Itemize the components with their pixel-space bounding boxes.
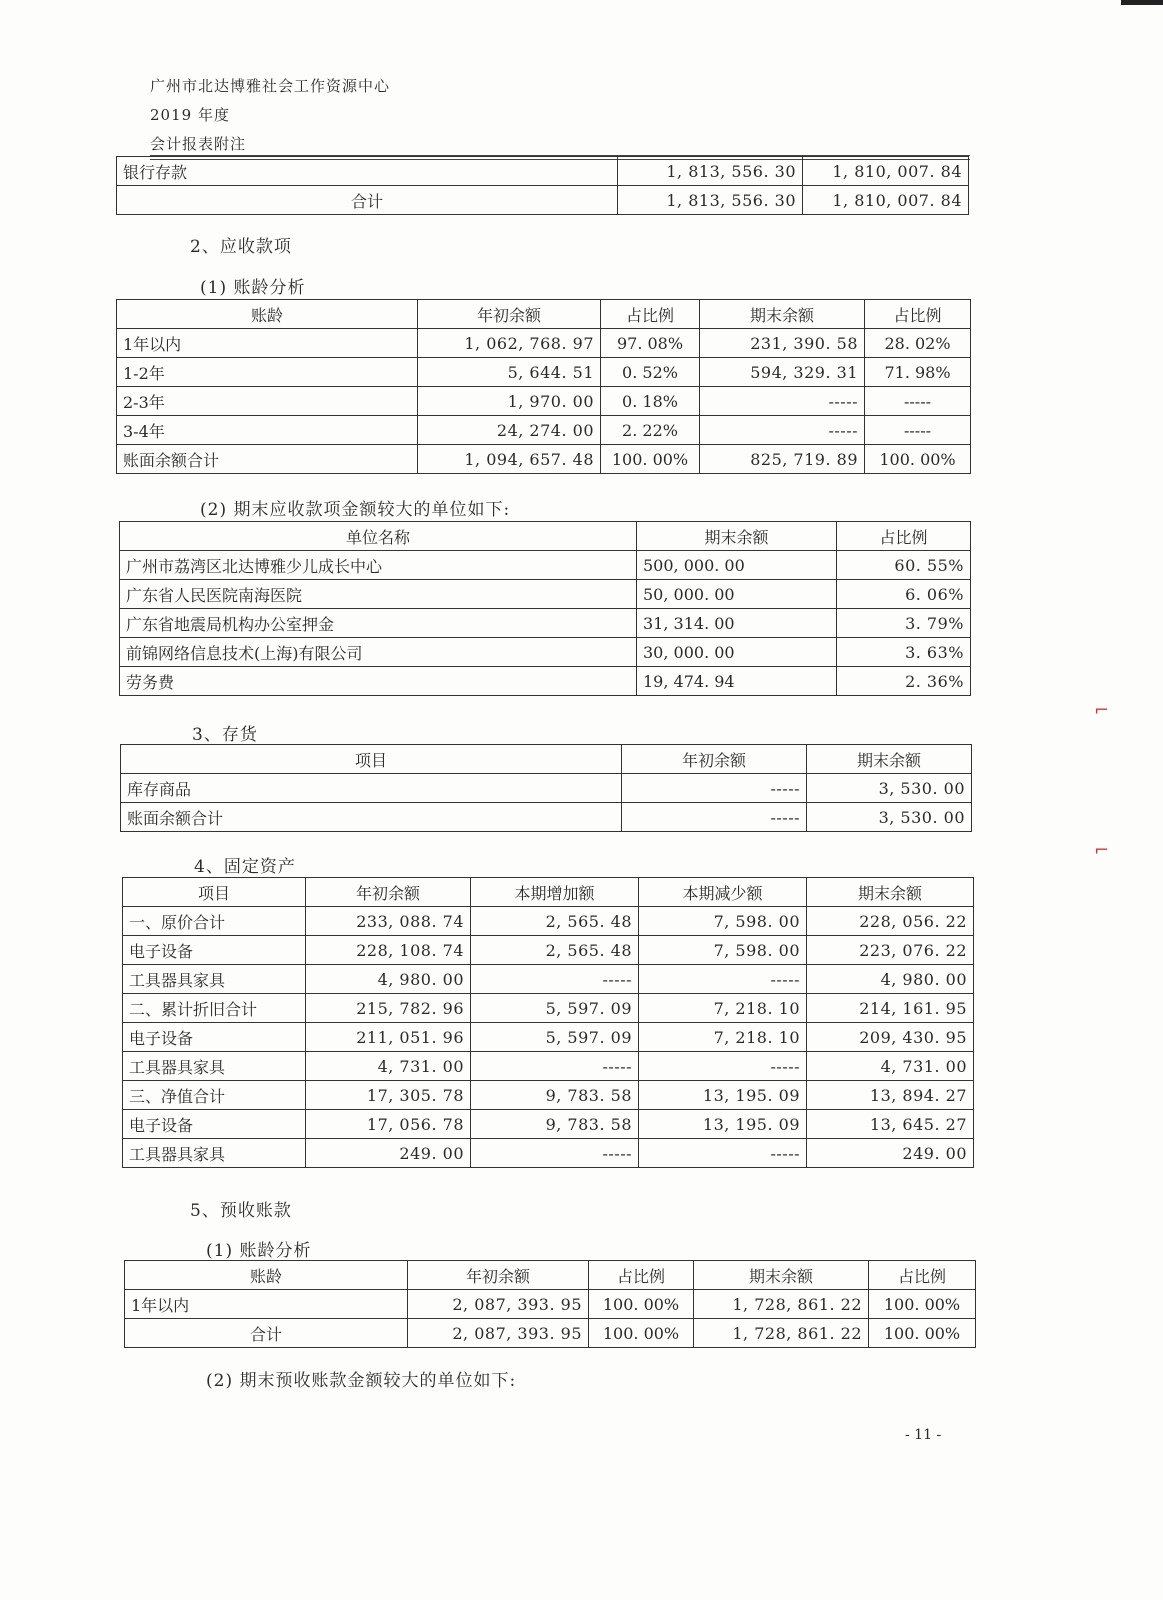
table-cell: 二、累计折旧合计 — [123, 994, 306, 1023]
table-cell: 500, 000. 00 — [637, 551, 837, 580]
table-cell: 7, 598. 00 — [639, 907, 807, 936]
column-header: 项目 — [121, 745, 622, 774]
column-header: 期末余额 — [700, 300, 865, 329]
table-cell: 3, 530. 00 — [807, 774, 972, 803]
column-header: 占比例 — [865, 300, 971, 329]
table-row — [123, 1139, 974, 1168]
table-cell: 211, 051. 96 — [306, 1023, 471, 1052]
table-cell: 13, 195. 09 — [639, 1081, 807, 1110]
table-cell: 2. 36% — [837, 667, 971, 696]
table-cell: 2, 565. 48 — [471, 907, 639, 936]
column-header: 单位名称 — [120, 522, 637, 551]
table-cell: 71. 98% — [865, 358, 971, 387]
red-stamp-fragment: ⌐ — [1094, 840, 1110, 861]
table-cell: 223, 076. 22 — [807, 936, 974, 965]
table-cell: 24, 274. 00 — [418, 416, 601, 445]
table-cell: 7, 218. 10 — [639, 994, 807, 1023]
column-header: 期末余额 — [694, 1261, 869, 1290]
table-cell: 5, 597. 09 — [471, 994, 639, 1023]
table-row — [120, 638, 971, 667]
table-cell: 231, 390. 58 — [700, 329, 865, 358]
table-cell: 13, 195. 09 — [639, 1110, 807, 1139]
table-row — [120, 667, 971, 696]
table-cell: 2, 087, 393. 95 — [408, 1290, 589, 1319]
table-cell: 17, 305. 78 — [306, 1081, 471, 1110]
table-cell: 电子设备 — [123, 1023, 306, 1052]
table-cell: 6. 06% — [837, 580, 971, 609]
table-row — [117, 416, 971, 445]
table-cell: 劳务费 — [120, 667, 637, 696]
table-cell: 1-2年 — [117, 358, 418, 387]
column-header: 占比例 — [837, 522, 971, 551]
table-cell: 0. 18% — [601, 387, 700, 416]
table-cell: 100. 00% — [869, 1290, 976, 1319]
document-header — [150, 72, 390, 159]
table-cell: ----- — [639, 1052, 807, 1081]
page-number: - 11 - — [905, 1427, 942, 1443]
table-cell: ----- — [471, 1052, 639, 1081]
subsection-title: (1) 账龄分析 — [206, 1241, 312, 1261]
table-row — [117, 445, 971, 474]
column-header: 账龄 — [117, 300, 418, 329]
table-cell: 209, 430. 95 — [807, 1023, 974, 1052]
inventory-table — [120, 744, 972, 832]
table-cell: 97. 08% — [601, 329, 700, 358]
section-title: 3、存货 — [192, 725, 258, 745]
table-cell: 4, 980. 00 — [306, 965, 471, 994]
table-row — [121, 803, 972, 832]
table-cell: 1, 062, 768. 97 — [418, 329, 601, 358]
table-cell: ----- — [622, 803, 807, 832]
header-org: 广州市北达博雅社会工作资源中心 — [150, 77, 391, 95]
table-cell: 228, 108. 74 — [306, 936, 471, 965]
table-row — [123, 1081, 974, 1110]
table-cell: 215, 782. 96 — [306, 994, 471, 1023]
table-cell: 3. 79% — [837, 609, 971, 638]
table-cell: 13, 894. 27 — [807, 1081, 974, 1110]
table-row — [123, 1052, 974, 1081]
table-cell: 249. 00 — [807, 1139, 974, 1168]
table-cell: 合计 — [117, 186, 618, 215]
table-row — [123, 1110, 974, 1139]
table-cell: 2. 22% — [601, 416, 700, 445]
table-cell: 一、原价合计 — [123, 907, 306, 936]
section-title: 2、应收款项 — [190, 237, 292, 257]
table-cell: 13, 645. 27 — [807, 1110, 974, 1139]
table-cell: 60. 55% — [837, 551, 971, 580]
table-cell: 249. 00 — [306, 1139, 471, 1168]
table-header-row — [117, 300, 971, 329]
table-row — [125, 1290, 976, 1319]
table-cell: 19, 474. 94 — [637, 667, 837, 696]
table-header-row — [125, 1261, 976, 1290]
column-header: 期末余额 — [807, 878, 974, 907]
table-header-row — [123, 878, 974, 907]
table-cell: ----- — [700, 416, 865, 445]
table-cell: 1, 810, 007. 84 — [803, 186, 969, 215]
table-cell: 三、净值合计 — [123, 1081, 306, 1110]
column-header: 年初余额 — [306, 878, 471, 907]
table-cell: 1, 810, 007. 84 — [803, 157, 969, 186]
subsection-title: (1) 账龄分析 — [200, 278, 306, 298]
table-cell: 17, 056. 78 — [306, 1110, 471, 1139]
table-cell: 0. 52% — [601, 358, 700, 387]
table-cell: 228, 056. 22 — [807, 907, 974, 936]
table-cell: ----- — [865, 416, 971, 445]
subsection-title: (2) 期末应收款项金额较大的单位如下: — [200, 500, 511, 520]
table-cell: 5, 644. 51 — [418, 358, 601, 387]
column-header: 占比例 — [601, 300, 700, 329]
table-row — [123, 994, 974, 1023]
table-cell: 工具器具家具 — [123, 1139, 306, 1168]
table-cell: ----- — [639, 965, 807, 994]
table-cell: ----- — [622, 774, 807, 803]
table-cell: 233, 088. 74 — [306, 907, 471, 936]
table-cell: 前锦网络信息技术(上海)有限公司 — [120, 638, 637, 667]
table-cell: 3-4年 — [117, 416, 418, 445]
table-cell: 广州市荔湾区北达博雅少儿成长中心 — [120, 551, 637, 580]
table-cell: 1年以内 — [117, 329, 418, 358]
column-header: 占比例 — [589, 1261, 694, 1290]
table-cell: 工具器具家具 — [123, 965, 306, 994]
subsection-title: (2) 期末预收账款金额较大的单位如下: — [206, 1371, 517, 1391]
table-cell: 2, 087, 393. 95 — [408, 1319, 589, 1348]
table-cell: 电子设备 — [123, 1110, 306, 1139]
column-header: 年初余额 — [418, 300, 601, 329]
table-cell: 4, 731. 00 — [306, 1052, 471, 1081]
table-row — [123, 936, 974, 965]
table-header-row — [121, 745, 972, 774]
table-row — [117, 329, 971, 358]
table-cell: 7, 218. 10 — [639, 1023, 807, 1052]
table-row — [123, 1023, 974, 1052]
table-cell: 30, 000. 00 — [637, 638, 837, 667]
table-row — [117, 186, 969, 215]
table-cell: 1, 728, 861. 22 — [694, 1290, 869, 1319]
column-header: 占比例 — [869, 1261, 976, 1290]
table-row — [117, 358, 971, 387]
column-header: 期末余额 — [807, 745, 972, 774]
column-header: 期末余额 — [637, 522, 837, 551]
table-cell: 3, 530. 00 — [807, 803, 972, 832]
table-cell: 31, 314. 00 — [637, 609, 837, 638]
table-cell: 广东省人民医院南海医院 — [120, 580, 637, 609]
table-cell: 100. 00% — [601, 445, 700, 474]
column-header: 本期增加额 — [471, 878, 639, 907]
table-cell: 工具器具家具 — [123, 1052, 306, 1081]
cash-table — [116, 156, 969, 215]
table-cell: 广东省地震局机构办公室押金 — [120, 609, 637, 638]
header-doc: 会计报表附注 — [150, 135, 247, 153]
table-row — [123, 907, 974, 936]
table-cell: 7, 598. 00 — [639, 936, 807, 965]
table-cell: 825, 719. 89 — [700, 445, 865, 474]
table-cell: 9, 783. 58 — [471, 1110, 639, 1139]
receivables-aging-table — [116, 299, 971, 474]
table-cell: ----- — [471, 1139, 639, 1168]
table-row — [117, 387, 971, 416]
table-cell: 2-3年 — [117, 387, 418, 416]
table-cell: 银行存款 — [117, 157, 618, 186]
table-cell: 库存商品 — [121, 774, 622, 803]
table-cell: 1年以内 — [125, 1290, 408, 1319]
table-cell: 28. 02% — [865, 329, 971, 358]
receivables-units-table — [119, 521, 971, 696]
column-header: 年初余额 — [622, 745, 807, 774]
header-year: 2019 年度 — [150, 106, 230, 124]
section-title: 5、预收账款 — [190, 1201, 292, 1221]
table-row — [120, 551, 971, 580]
red-stamp-fragment: ⌐ — [1094, 700, 1110, 721]
table-cell: 4, 980. 00 — [807, 965, 974, 994]
table-cell: 合计 — [125, 1319, 408, 1348]
table-cell: 100. 00% — [869, 1319, 976, 1348]
column-header: 账龄 — [125, 1261, 408, 1290]
table-cell: 账面余额合计 — [117, 445, 418, 474]
fixed-assets-table — [122, 877, 974, 1168]
table-cell: 100. 00% — [589, 1319, 694, 1348]
table-row — [117, 157, 969, 186]
table-cell: 1, 813, 556. 30 — [618, 186, 803, 215]
table-row — [121, 774, 972, 803]
table-cell: ----- — [639, 1139, 807, 1168]
table-cell: 1, 970. 00 — [418, 387, 601, 416]
table-header-row — [120, 522, 971, 551]
table-row — [120, 609, 971, 638]
table-cell: ----- — [700, 387, 865, 416]
table-cell: 50, 000. 00 — [637, 580, 837, 609]
table-cell: 1, 728, 861. 22 — [694, 1319, 869, 1348]
corner-mark — [1121, 0, 1163, 5]
table-cell: 2, 565. 48 — [471, 936, 639, 965]
table-cell: 1, 094, 657. 48 — [418, 445, 601, 474]
table-row — [123, 965, 974, 994]
column-header: 年初余额 — [408, 1261, 589, 1290]
table-cell: ----- — [865, 387, 971, 416]
table-cell: 214, 161. 95 — [807, 994, 974, 1023]
table-cell: 594, 329. 31 — [700, 358, 865, 387]
advance-receipts-aging-table — [124, 1260, 976, 1348]
column-header: 项目 — [123, 878, 306, 907]
table-row — [125, 1319, 976, 1348]
table-cell: 电子设备 — [123, 936, 306, 965]
table-row — [120, 580, 971, 609]
table-cell: ----- — [471, 965, 639, 994]
table-cell: 3. 63% — [837, 638, 971, 667]
table-cell: 100. 00% — [865, 445, 971, 474]
section-title: 4、固定资产 — [194, 857, 296, 877]
table-cell: 账面余额合计 — [121, 803, 622, 832]
table-cell: 9, 783. 58 — [471, 1081, 639, 1110]
column-header: 本期减少额 — [639, 878, 807, 907]
table-cell: 5, 597. 09 — [471, 1023, 639, 1052]
table-cell: 1, 813, 556. 30 — [618, 157, 803, 186]
table-cell: 4, 731. 00 — [807, 1052, 974, 1081]
table-cell: 100. 00% — [589, 1290, 694, 1319]
